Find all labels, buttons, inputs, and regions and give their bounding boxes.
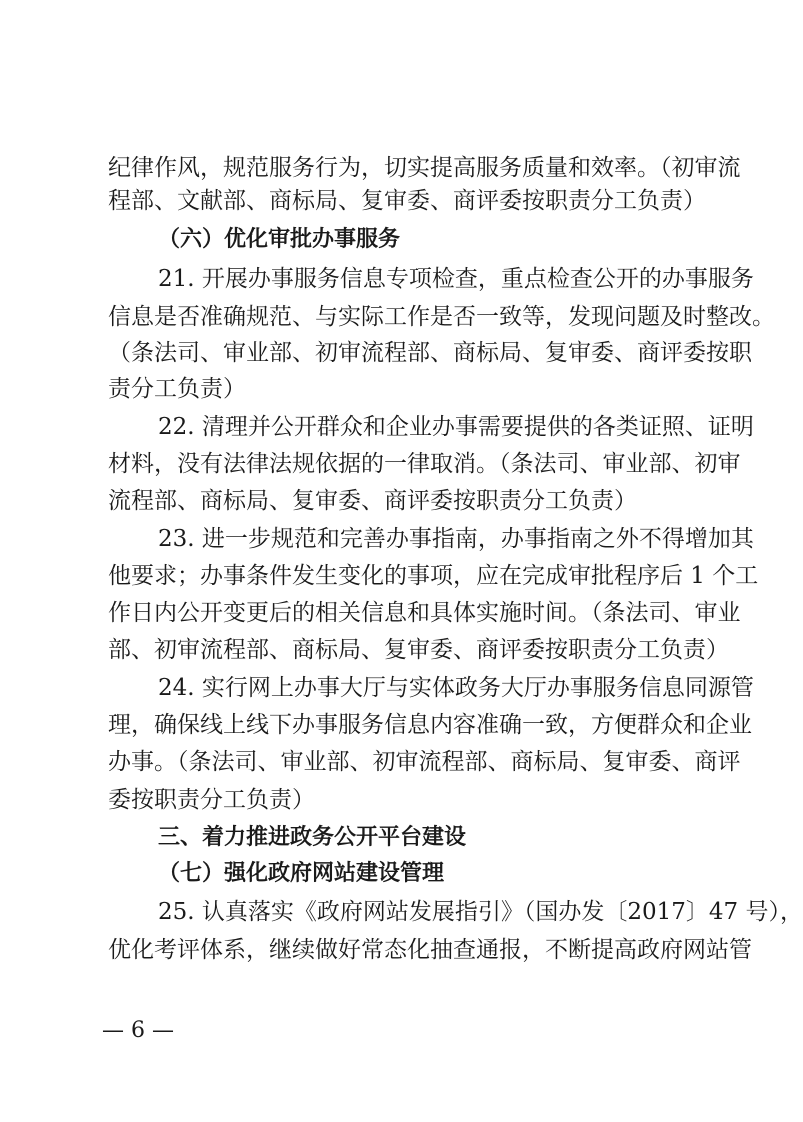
paragraph-line: 21. 开展办事服务信息专项检查，重点检查公开的办事服务: [158, 266, 754, 292]
page-number: — 6 —: [102, 1018, 174, 1043]
paragraph-line: 22. 清理并公开群众和企业办事需要提供的各类证照、证明: [158, 414, 754, 440]
paragraph-line: （条法司、审业部、初审流程部、商标局、复审委、商评委按职: [108, 340, 752, 366]
paragraph-line: 材料，没有法律法规依据的一律取消。（条法司、审业部、初审: [108, 451, 741, 477]
section-heading-6: （六）优化审批办事服务: [158, 227, 401, 252]
section-heading-7: （七）强化政府网站建设管理: [158, 861, 445, 886]
paragraph-line: 作日内公开变更后的相关信息和具体实施时间。（条法司、审业: [108, 600, 741, 626]
paragraph-line: 24. 实行网上办事大厅与实体政务大厅办事服务信息同源管: [158, 675, 754, 701]
paragraph-line: 委按职责分工负责）: [108, 787, 315, 813]
paragraph-line: 部、初审流程部、商标局、复审委、商评委按职责分工负责）: [108, 637, 729, 663]
paragraph-line: 流程部、商标局、复审委、商评委按职责分工负责）: [108, 488, 637, 514]
chapter-heading-3: 三、着力推进政务公开平台建设: [158, 825, 467, 850]
paragraph-line: 办事。（条法司、审业部、初审流程部、商标局、复审委、商评: [108, 749, 741, 775]
paragraph-line: 理，确保线上线下办事服务信息内容准确一致，方便群众和企业: [108, 712, 752, 738]
paragraph-line: 他要求；办事条件发生变化的事项，应在完成审批程序后 1 个工: [108, 563, 759, 589]
paragraph-line: 纪律作风，规范服务行为，切实提高服务质量和效率。（初审流: [108, 155, 741, 181]
paragraph-line: 23. 进一步规范和完善办事指南，办事指南之外不得增加其: [158, 526, 754, 552]
paragraph-line: 程部、文献部、商标局、复审委、商评委按职责分工负责）: [108, 188, 706, 214]
paragraph-line: 信息是否准确规范、与实际工作是否一致等，发现问题及时整改。: [108, 304, 775, 330]
paragraph-line: 25. 认真落实《政府网站发展指引》（国办发〔2017〕47 号），: [158, 899, 803, 925]
paragraph-line: 优化考评体系，继续做好常态化抽查通报，不断提高政府网站管: [108, 937, 752, 963]
paragraph-line: 责分工负责）: [108, 376, 246, 402]
